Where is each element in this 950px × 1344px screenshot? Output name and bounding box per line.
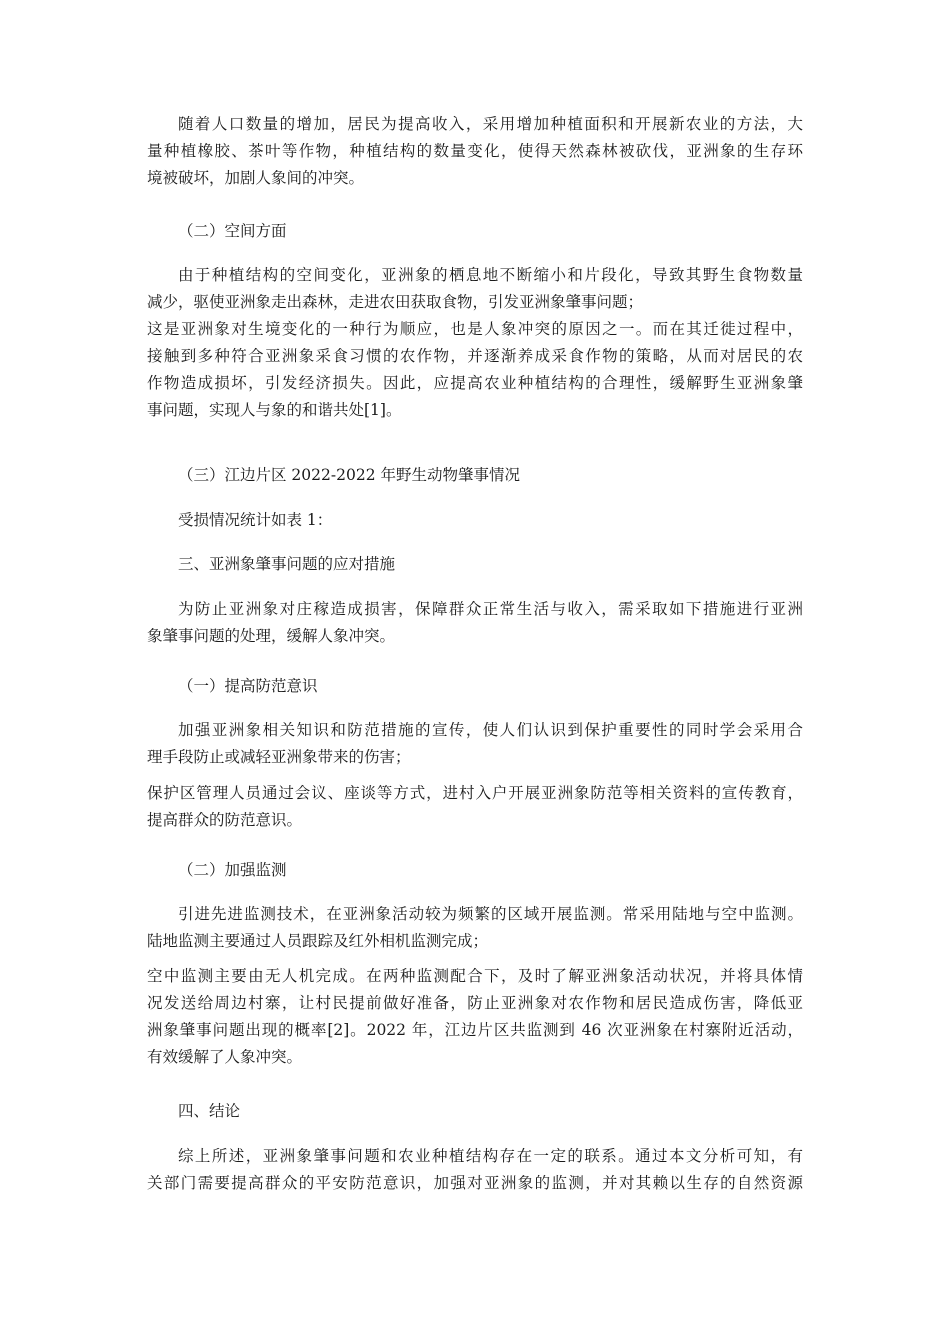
heading-jiangbian-incidents <box>147 462 803 489</box>
text-line: 洲象肇事问题出现的概率[2]。2022 年，江边片区共监测到 46 次亚洲象在村寨附近活动， <box>147 1021 803 1039</box>
section-heading: （二）空间方面 <box>178 222 287 240</box>
paragraph-prevention-intro <box>147 596 803 650</box>
text-line: 象肇事问题的处理，缓解人象冲突。 <box>147 627 396 645</box>
text-line: 综上所述，亚洲象肇事问题和农业种植结构存在一定的联系。通过本文分析可知，有 <box>178 1147 803 1165</box>
text-line: 关部门需要提高群众的平安防范意识，加强对亚洲象的监测，并对其赖以生存的自然资源 <box>147 1174 803 1192</box>
text-line: 保护区管理人员通过会议、座谈等方式，进村入户开展亚洲象防范等相关资料的宣传教育， <box>147 784 803 802</box>
text-line: 况发送给周边村寨，让村民提前做好准备，防止亚洲象对农作物和居民造成伤害，降低亚 <box>147 994 803 1012</box>
section-heading: （二）加强监测 <box>178 861 287 879</box>
text-line: 减少，驱使亚洲象走出森林，走进农田获取食物，引发亚洲象肇事问题； <box>147 293 644 311</box>
text-line: 境被破坏，加剧人象间的冲突。 <box>147 169 365 187</box>
paragraph-reserve-staff <box>147 780 803 834</box>
paragraph-monitoring-tech <box>147 901 803 955</box>
text-line: 接触到多种符合亚洲象采食习惯的农作物，并逐渐养成采食作物的策略，从而对居民的农 <box>147 347 803 365</box>
paragraph-aerial-monitoring <box>147 963 803 1071</box>
paragraph-conclusion <box>147 1143 803 1197</box>
section-heading: （三）江边片区 2022-2022 年野生动物肇事情况 <box>178 466 520 484</box>
text-line: 量种植橡胶、茶叶等作物，种植结构的数量变化，使得天然森林被砍伐，亚洲象的生存环 <box>147 142 803 160</box>
paragraph-table-reference <box>147 507 803 534</box>
text-line: 有效缓解了人象冲突。 <box>147 1048 303 1066</box>
paragraph-habitat-shrink <box>147 262 803 316</box>
section-heading: 四、结论 <box>178 1102 241 1120</box>
section-heading: （一）提高防范意识 <box>178 677 318 695</box>
heading-conclusion <box>147 1098 803 1125</box>
text-line: 提高群众的防范意识。 <box>147 811 303 829</box>
heading-spatial-aspect <box>147 218 803 245</box>
text-line: 由于种植结构的空间变化，亚洲象的栖息地不断缩小和片段化，导致其野生食物数量 <box>178 266 803 284</box>
text-line: 理手段防止或减轻亚洲象带来的伤害； <box>147 748 411 766</box>
heading-monitoring <box>147 857 803 884</box>
text-line: 随着人口数量的增加，居民为提高收入，采用增加种植面积和开展新农业的方法，大 <box>178 115 803 133</box>
text-line: 引进先进监测技术，在亚洲象活动较为频繁的区域开展监测。常采用陆地与空中监测。 <box>178 905 803 923</box>
paragraph-awareness-publicity <box>147 717 803 771</box>
text-line: 为防止亚洲象对庄稼造成损害，保障群众正常生活与收入，需采取如下措施进行亚洲 <box>178 600 803 618</box>
paragraph-population-growth <box>147 111 803 192</box>
text-line: 陆地监测主要通过人员跟踪及红外相机监测完成； <box>147 932 489 950</box>
text-line: 作物造成损坏，引发经济损失。因此，应提高农业种植结构的合理性，缓解野生亚洲象肇 <box>147 374 803 392</box>
text-line: 受损情况统计如表 1： <box>178 511 333 529</box>
section-heading: 三、亚洲象肇事问题的应对措施 <box>178 555 396 573</box>
text-line: 事问题，实现人与象的和谐共处[1]。 <box>147 401 402 419</box>
paragraph-behavior-adaptation <box>147 316 803 424</box>
text-line: 加强亚洲象相关知识和防范措施的宣传，使人们认识到保护重要性的同时学会采用合 <box>178 721 803 739</box>
text-line: 这是亚洲象对生境变化的一种行为顺应，也是人象冲突的原因之一。而在其迁徙过程中， <box>147 320 803 338</box>
text-line: 空中监测主要由无人机完成。在两种监测配合下，及时了解亚洲象活动状况，并将具体情 <box>147 967 803 985</box>
heading-awareness <box>147 673 803 700</box>
heading-countermeasures <box>147 551 803 578</box>
